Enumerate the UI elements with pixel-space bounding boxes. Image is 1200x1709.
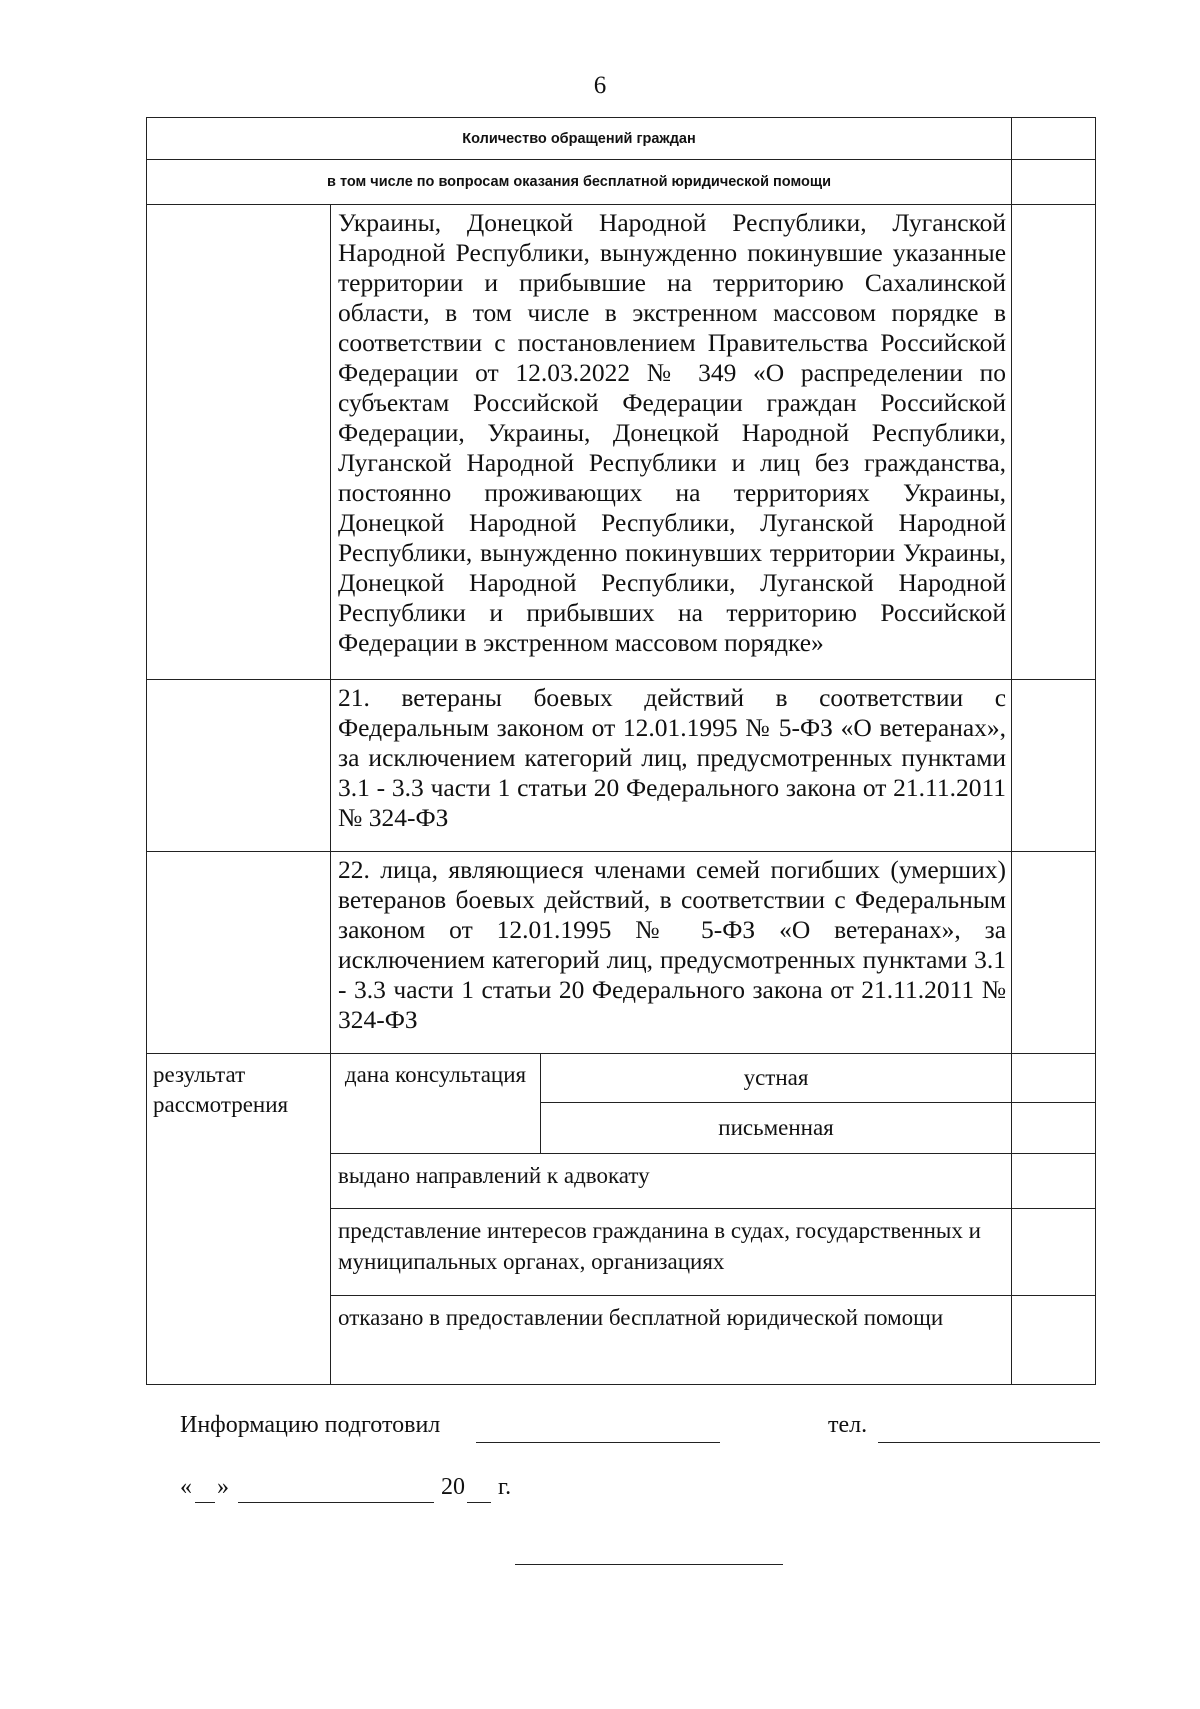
prepared-by-field[interactable] bbox=[476, 1442, 720, 1443]
year-field[interactable] bbox=[467, 1502, 491, 1503]
value-cell[interactable] bbox=[1012, 1296, 1096, 1385]
appeals-table bbox=[146, 117, 1096, 1385]
year-suffix: г. bbox=[498, 1474, 512, 1500]
prepared-by-label: Информацию подготовил bbox=[180, 1412, 441, 1438]
value-cell[interactable] bbox=[1012, 852, 1096, 1054]
header-appeals-count: Количество обращений граждан bbox=[147, 118, 1012, 160]
category-text: 22. лица, являющиеся членами семей погибших (умерших) ветеранов боевых действий, в соответствии с Федеральным законом от 12.01.1995 № 5-ФЗ «О ветеранах», за исключением категорий лиц, предусмотренных пунктами 3.1 - 3.3 части 1 статьи 20 Федерального закона от 21.11.2011 № 324-ФЗ bbox=[331, 852, 1012, 1054]
value-cell[interactable] bbox=[1012, 118, 1096, 160]
phone-label: тел. bbox=[828, 1412, 868, 1438]
value-cell[interactable] bbox=[1012, 1154, 1096, 1209]
header-free-legal-aid: в том числе по вопросам оказания бесплатной юридической помощи bbox=[147, 160, 1012, 205]
value-cell[interactable] bbox=[1012, 160, 1096, 205]
empty-cell bbox=[147, 680, 331, 852]
table-header-row bbox=[147, 118, 1096, 160]
referrals-label: выдано направлений к адвокату bbox=[331, 1154, 1012, 1209]
written-label: письменная bbox=[541, 1103, 1012, 1154]
oral-label: устная bbox=[541, 1054, 1012, 1103]
phone-field[interactable] bbox=[878, 1442, 1100, 1443]
table-row bbox=[147, 1054, 1096, 1103]
month-field[interactable] bbox=[238, 1502, 434, 1503]
year-prefix: 20 bbox=[441, 1474, 465, 1500]
value-cell[interactable] bbox=[1012, 680, 1096, 852]
value-cell[interactable] bbox=[1012, 1054, 1096, 1103]
representation-label: представление интересов гражданина в судах, государственных и муниципальных органах, организациях bbox=[331, 1209, 1012, 1296]
date-close-quote: » bbox=[217, 1474, 229, 1500]
day-field[interactable] bbox=[195, 1502, 215, 1503]
empty-cell bbox=[147, 852, 331, 1054]
table-row bbox=[147, 852, 1096, 1054]
category-text: 21. ветераны боевых действий в соответствии с Федеральным законом от 12.01.1995 № 5-ФЗ «О ветеранах», за исключением категорий лиц, предусмотренных пунктами 3.1 - 3.3 части 1 статьи 20 Федерального закона от 21.11.2011 № 324-ФЗ bbox=[331, 680, 1012, 852]
closing-divider bbox=[515, 1564, 783, 1565]
value-cell[interactable] bbox=[1012, 205, 1096, 680]
table-row bbox=[147, 205, 1096, 680]
refused-label: отказано в предоставлении бесплатной юридической помощи bbox=[331, 1296, 1012, 1385]
table-row bbox=[147, 680, 1096, 852]
table-header-row bbox=[147, 160, 1096, 205]
result-label: результат рассмотрения bbox=[147, 1054, 331, 1385]
page-number: 6 bbox=[593, 72, 607, 99]
empty-cell bbox=[147, 205, 331, 680]
date-open-quote: « bbox=[180, 1474, 192, 1500]
value-cell[interactable] bbox=[1012, 1103, 1096, 1154]
value-cell[interactable] bbox=[1012, 1209, 1096, 1296]
category-text: Украины, Донецкой Народной Республики, Луганской Народной Республики, вынужденно покинувшие указанные территории и прибывшие на территорию Сахалинской области, в том числе в экстренном массовом порядке в соответствии с постановлением Правительства Российской Федерации от 12.03.2022 № 349 «О распределении по субъектам Российской Федерации граждан Российской Федерации, Украины, Донецкой Народной Республики, Луганской Народной Республики и лиц без гражданства, постоянно проживающих на территориях Украины, Донецкой Народной Республики, Луганской Народной Республики, вынужденно покинувших территории Украины, Донецкой Народной Республики, Луганской Народной Республики и прибывших на территорию Российской Федерации в экстренном массовом порядке» bbox=[331, 205, 1012, 680]
consultation-label: дана консультация bbox=[331, 1054, 541, 1154]
